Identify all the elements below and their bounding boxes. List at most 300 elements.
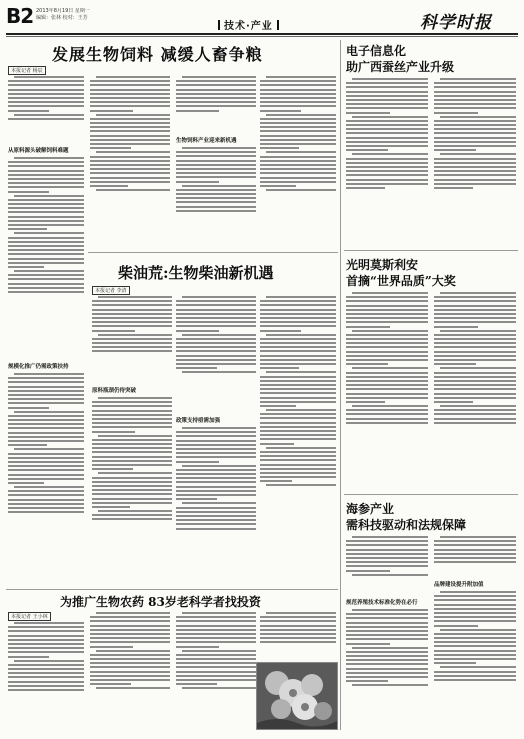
text-line [8,685,84,687]
text-line [176,367,217,369]
text-line [346,655,428,657]
text-line [260,160,336,162]
text-line [346,634,428,636]
text-line [14,270,84,272]
text-line [176,629,256,631]
text-line [346,376,428,378]
text-line [8,668,84,670]
text-line [14,486,84,488]
text-line [92,518,172,520]
text-line [434,128,516,130]
text-line [176,444,256,446]
article-body-column [8,371,84,585]
text-line [176,300,256,302]
text-line [346,630,428,632]
text-line [434,553,516,555]
text-line [8,494,84,496]
text-line [346,626,428,628]
text-line [176,625,256,627]
text-line [434,174,516,176]
text-line [260,147,299,149]
text-line [434,549,516,551]
article-body-column [176,610,256,730]
text-line [346,187,385,189]
text-line [440,666,516,668]
article-body-column [176,425,256,585]
text-line [434,557,516,559]
text-line [434,179,516,181]
text-line [14,76,84,78]
text-line [346,313,428,315]
text-line [8,651,84,653]
text-line [8,165,84,167]
text-line [176,448,256,450]
text-line [260,309,336,311]
text-line [440,292,516,294]
text-line [346,137,428,139]
text-line [8,220,84,222]
text-line [260,135,336,137]
text-line [434,145,516,147]
text-line [176,683,217,685]
text-line [266,409,336,411]
text-line [434,162,516,164]
text-line [346,149,388,151]
text-line [8,245,84,247]
text-line [90,93,170,95]
text-line [260,338,336,340]
text-line [8,170,84,172]
text-line [90,633,170,635]
text-line [14,660,84,662]
text-line [260,330,301,332]
text-line [346,346,428,348]
text-line [92,502,172,504]
text-line [440,153,516,155]
text-line [176,160,256,162]
text-line [8,274,84,276]
text-line [266,296,336,298]
text-line [90,181,170,183]
text-line [434,95,516,97]
column-divider-right [340,40,341,730]
article-subheading: 品牌建设提升附加值 [434,582,484,588]
text-line [90,105,170,107]
text-line [176,473,256,475]
text-line [346,309,428,311]
text-line [176,641,256,643]
text-line [8,639,84,641]
text-line [434,401,473,403]
text-line [434,595,516,597]
text-line [14,195,84,197]
text-line [346,162,428,164]
text-line [8,253,84,255]
text-line [352,684,428,686]
text-line [434,338,516,340]
text-line [176,338,256,340]
text-line [176,210,256,212]
text-line [176,456,256,458]
text-line [260,464,336,466]
article-body-column [90,610,170,730]
text-line [90,616,170,618]
text-line [346,372,428,374]
text-line [440,591,516,593]
text-line [434,158,516,160]
text-line [8,199,84,201]
text-line [352,647,428,649]
text-line [8,626,84,628]
text-line [98,510,172,512]
text-line [346,86,428,88]
text-line [8,291,84,293]
text-line [266,151,336,153]
text-line [434,91,516,93]
text-line [346,668,428,670]
text-line [92,439,172,441]
text-line [8,415,84,417]
text-line [434,397,516,399]
text-line [434,393,516,395]
text-line [434,675,516,677]
text-line [346,553,428,555]
text-line [266,612,336,614]
text-line [260,384,336,386]
text-line [92,422,172,424]
text-line [266,76,336,78]
text-line [90,84,170,86]
header-rule [6,33,518,35]
text-line [346,296,428,298]
text-line [352,153,428,155]
text-line [176,633,256,635]
text-line [352,330,428,332]
article-body-column [346,607,428,727]
text-line [440,536,516,538]
article-headline-line-2: 助广西蚕丝产业升级 [346,60,455,74]
text-line [434,604,516,606]
text-line [352,405,428,407]
text-line [434,351,516,353]
text-line [260,164,336,166]
issue-info-line-2: 编辑：张林 校对：王芳 [36,15,88,21]
text-line [182,147,256,149]
text-line [260,451,336,453]
article-body-column [260,610,336,660]
text-line [260,143,336,145]
text-line [434,342,516,344]
article-body-column [176,74,256,134]
newspaper-masthead: 科学时报 [420,13,492,33]
text-line [92,498,172,500]
text-line [346,174,428,176]
text-line [182,427,256,429]
text-line [90,118,170,120]
article-subheading: 原料瓶颈仍待突破 [92,388,137,394]
text-line [434,355,516,357]
text-line [434,599,516,601]
text-line [176,671,256,673]
text-line [434,409,516,411]
text-line [176,313,256,315]
text-line [352,574,428,576]
text-line [352,78,428,80]
text-line [260,397,336,399]
text-line [92,309,172,311]
text-line [14,157,84,159]
text-line [92,304,172,306]
text-line [260,84,336,86]
text-line [176,616,256,618]
text-line [266,484,336,486]
text-line [346,82,428,84]
text-line [260,93,336,95]
text-line [346,305,428,307]
text-line [346,651,428,653]
text-line [346,338,428,340]
text-line [8,278,84,280]
text-line [346,557,428,559]
text-line [260,139,336,141]
text-line [176,105,256,107]
text-line [346,120,428,122]
text-line [434,418,516,420]
text-line [440,367,516,369]
text-line [90,620,170,622]
text-line [260,472,336,474]
text-line [90,662,170,664]
text-line [8,211,84,213]
text-line [14,114,84,116]
text-line [8,191,49,193]
article-divider [344,250,518,251]
text-line [8,676,84,678]
text-line [8,432,84,434]
text-line [434,671,516,673]
text-line [90,143,170,145]
article-subheading: 政策支持亟需加强 [176,418,221,424]
text-line [8,664,84,666]
text-line [8,635,84,637]
text-line [260,172,336,174]
text-line [8,258,84,260]
text-line [8,228,47,230]
text-line [260,89,336,91]
article-body-column [260,294,336,585]
text-line [352,367,428,369]
text-line [90,637,170,639]
text-line [96,151,170,153]
text-line [8,461,84,463]
text-line [176,363,256,365]
text-line [260,325,336,327]
text-line [346,613,428,615]
text-line [434,540,516,542]
text-line [8,511,84,513]
text-line [176,519,256,521]
text-line [14,622,84,624]
text-line [90,641,170,643]
text-line [8,386,84,388]
text-line [434,183,516,185]
text-line [434,633,516,635]
article-body-column [90,74,170,249]
text-line [346,540,428,542]
text-line [176,646,219,648]
flower-photo-graphic [257,663,337,729]
text-line [260,633,336,635]
text-line [176,662,256,664]
text-line [8,490,84,492]
text-line [346,397,428,399]
text-line [434,313,516,315]
text-line [90,625,170,627]
text-line [8,118,84,120]
text-line [346,183,428,185]
text-line [260,468,336,470]
text-line [260,625,336,627]
text-line [176,355,256,357]
text-line [260,405,296,407]
text-line [90,89,170,91]
text-line [260,616,336,618]
text-line [346,334,428,336]
text-line [176,164,256,166]
text-line [90,130,170,132]
text-line [260,443,294,445]
text-line [434,384,516,386]
article-body-column [92,395,172,585]
text-line [260,122,336,124]
text-line [346,680,388,682]
text-line [176,93,256,95]
text-line [434,309,516,311]
text-line [176,89,256,91]
text-line [260,401,336,403]
text-line [176,181,219,183]
text-line [8,427,84,429]
text-line [434,317,516,319]
text-line [92,401,172,403]
text-line [176,435,256,437]
text-line [260,168,336,170]
text-line [92,321,172,323]
text-line [90,164,170,166]
text-line [176,346,256,348]
text-line [346,128,428,130]
article-subheading: 生物饲料产业迎来新机遇 [176,138,237,144]
text-line [260,177,336,179]
text-line [260,426,336,428]
text-line [90,629,170,631]
text-line [8,407,49,409]
text-line [434,637,516,639]
text-line [182,76,256,78]
section-title [214,17,283,32]
text-line [8,89,84,91]
text-line [260,97,336,99]
text-line [346,388,428,390]
text-line [8,465,84,467]
text-line [8,161,84,163]
text-line [346,659,428,661]
text-line [176,330,219,332]
text-line [176,84,256,86]
text-line [176,97,256,99]
text-line [260,367,299,369]
byline-box: 本报记者 李清 [92,286,130,295]
text-line [346,549,428,551]
article-body-column [176,145,256,249]
text-line [8,398,84,400]
text-line [434,300,516,302]
article-body-column [8,620,84,730]
text-line [434,296,516,298]
text-line [90,172,170,174]
article-headline-line-2: 首摘“世界品质”大奖 [346,274,456,288]
article-headline: 发展生物饲料 减缓人畜争粮 [52,45,263,64]
text-line [260,380,336,382]
text-line [266,447,336,449]
article-subheading: 从原料源头破解饲料难题 [8,148,69,154]
text-line [8,507,84,509]
text-line [90,671,170,673]
text-line [434,107,516,109]
text-line [176,309,256,311]
text-line [90,122,170,124]
text-line [176,528,256,530]
text-line [8,216,84,218]
text-line [176,481,256,483]
text-line [92,451,172,453]
text-line [8,402,84,404]
text-line [434,561,516,563]
text-line [8,436,84,438]
text-line [182,334,256,336]
byline-box: 本报记者 王小林 [8,612,51,621]
article-body-column [434,589,516,727]
text-line [260,413,336,415]
text-line [8,224,84,226]
text-line [346,145,428,147]
text-line [434,346,516,348]
text-line [346,107,428,109]
text-line [182,465,256,467]
text-line [92,317,172,319]
text-line [346,351,428,353]
text-line [346,170,428,172]
text-line [176,342,256,344]
text-line [176,452,256,454]
text-line [92,506,130,508]
text-line [8,101,84,103]
text-line [176,523,256,525]
text-line [8,203,84,205]
text-line [260,376,336,378]
text-line [346,565,428,567]
text-line [176,151,256,153]
text-line [92,485,172,487]
text-line [96,76,170,78]
text-line [8,469,84,471]
text-line [260,130,336,132]
text-line [260,126,336,128]
text-line [92,418,172,420]
text-line [346,409,428,411]
text-line [434,662,476,664]
text-line [346,112,390,114]
